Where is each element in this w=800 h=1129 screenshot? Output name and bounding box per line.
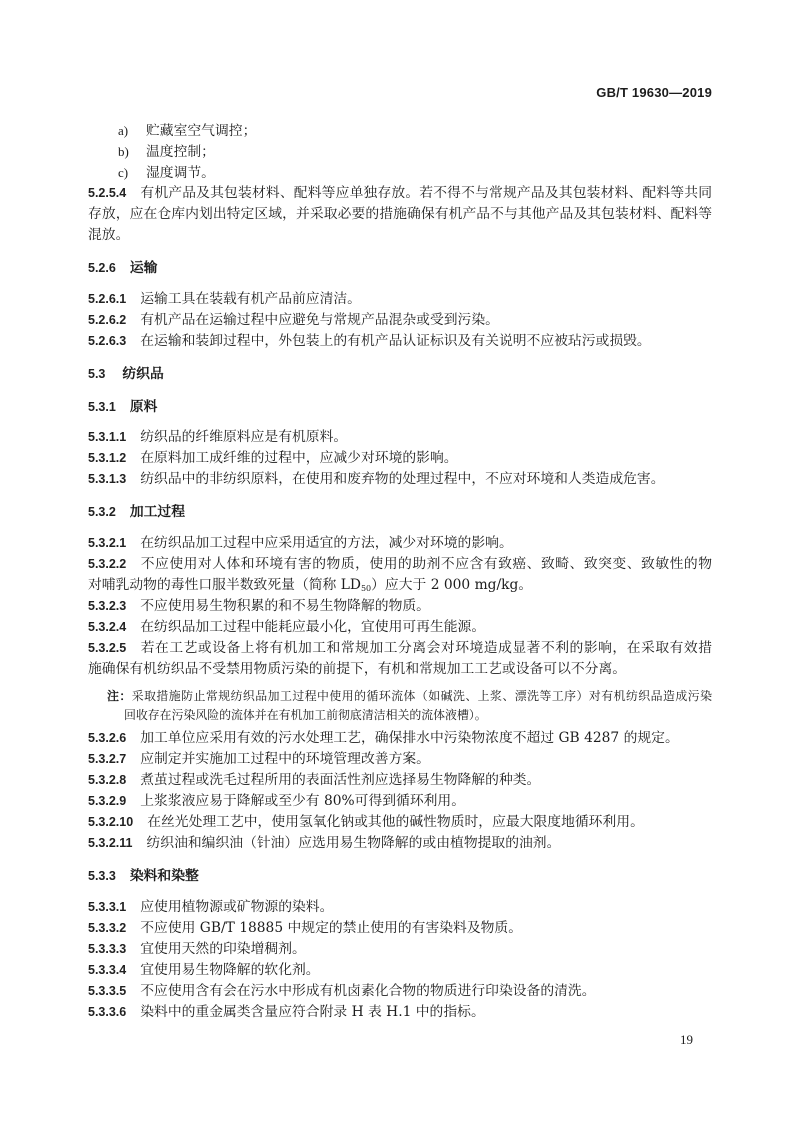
heading-5-3 bbox=[88, 364, 712, 385]
clause-5-2-6-3 bbox=[88, 331, 712, 352]
clause-5-3-2-5-line-2: 施确保有机纺织品不受禁用物质污染的前提下，有机和常规加工工艺或设备可以不分离。 bbox=[88, 661, 627, 677]
clause-number: 5.3.2.10 bbox=[88, 815, 134, 829]
ld-subscript: 50 bbox=[360, 584, 372, 593]
clause-number: 5.3.2.11 bbox=[88, 836, 133, 850]
clause-text: ）应大于 2 000 mg/kg。 bbox=[371, 577, 533, 593]
clause-text: 应使用植物源或矿物源的染料。 bbox=[140, 899, 334, 915]
clause-number: 5.3.2.8 bbox=[88, 773, 127, 787]
clause-number: 5.3.2.2 bbox=[88, 557, 127, 571]
clause-text: 在纺织品加工过程中能耗应最小化，宜使用可再生能源。 bbox=[140, 619, 486, 635]
clause-5-3-2-4 bbox=[88, 617, 712, 638]
clause-number: 5.3.3.3 bbox=[88, 942, 127, 956]
clause-text: 不应使用 GB/T 18885 中规定的禁止使用的有害染料及物质。 bbox=[140, 920, 523, 936]
clause-5-3-2-9 bbox=[88, 791, 712, 812]
clause-5-2-5-4-line-2: 存放，应在仓库内划出特定区域，并采取必要的措施确保有机产品不与其他产品及其包装材料、配料等 bbox=[88, 206, 712, 222]
clause-5-2-5-4-line-1 bbox=[88, 183, 712, 204]
clause-number: 5.3.3.2 bbox=[88, 921, 127, 935]
clause-5-3-1-1 bbox=[88, 427, 712, 448]
clause-text: 对哺乳动物的毒性口服半数致死量（简称 LD bbox=[88, 577, 361, 593]
list-item-text: 贮藏室空气调控； bbox=[146, 123, 257, 139]
clause-text: 宜使用天然的印染增稠剂。 bbox=[140, 941, 306, 957]
clause-number: 5.3.3.1 bbox=[88, 900, 127, 914]
heading-title: 运输 bbox=[129, 260, 158, 276]
heading-title: 原料 bbox=[129, 399, 158, 415]
clause-5-3-2-8 bbox=[88, 770, 712, 791]
list-item-text: 温度控制； bbox=[146, 144, 215, 160]
clause-text: 运输工具在装载有机产品前应清洁。 bbox=[140, 291, 361, 307]
heading-title: 纺织品 bbox=[122, 366, 164, 382]
clause-5-2-5-4-line-3: 混放。 bbox=[88, 227, 130, 243]
clause-5-3-3-6 bbox=[88, 1002, 712, 1023]
clause-5-2-6-2 bbox=[88, 310, 712, 331]
clause-5-3-2-5-line-1 bbox=[88, 638, 712, 659]
list-marker: b) bbox=[118, 144, 129, 159]
clause-text: 在运输和装卸过程中，外包装上的有机产品认证标识及有关说明不应被玷污或损毁。 bbox=[140, 333, 651, 349]
clause-5-3-2-6 bbox=[88, 728, 712, 749]
clause-text: 染料中的重金属类含量应符合附录 H 表 H.1 中的指标。 bbox=[140, 1004, 485, 1020]
clause-number: 5.3.2.7 bbox=[88, 752, 127, 766]
heading-number: 5.3.1 bbox=[88, 400, 116, 414]
heading-title: 加工过程 bbox=[129, 504, 185, 520]
clause-text: 纺织品中的非纺织原料，在使用和废弃物的处理过程中，不应对环境和人类造成危害。 bbox=[140, 471, 665, 487]
clause-number: 5.2.5.4 bbox=[88, 186, 127, 200]
clause-number: 5.3.3.5 bbox=[88, 984, 127, 998]
clause-number: 5.3.2.1 bbox=[88, 536, 127, 550]
heading-number: 5.3 bbox=[88, 367, 106, 381]
heading-title: 染料和染整 bbox=[129, 868, 199, 884]
clause-number: 5.3.1.3 bbox=[88, 472, 127, 486]
clause-5-3-2-10 bbox=[88, 812, 712, 833]
clause-number: 5.2.6.1 bbox=[88, 292, 127, 306]
list-item-c bbox=[88, 162, 712, 183]
clause-5-3-3-5 bbox=[88, 981, 712, 1002]
clause-text: 纺织油和编织油（针油）应选用易生物降解的或由植物提取的油剂。 bbox=[146, 835, 561, 851]
clause-text: 在纺织品加工过程中应采用适宜的方法，减少对环境的影响。 bbox=[140, 535, 513, 551]
clause-text: 在原料加工成纤维的过程中，应减少对环境的影响。 bbox=[140, 450, 458, 466]
clause-text: 煮茧过程或洗毛过程所用的表面活性剂应选择易生物降解的种类。 bbox=[140, 772, 541, 788]
clause-number: 5.3.2.6 bbox=[88, 731, 127, 745]
clause-number: 5.3.2.4 bbox=[88, 620, 127, 634]
note-label: 注： bbox=[107, 689, 132, 703]
heading-5-3-1 bbox=[88, 397, 712, 418]
clause-number: 5.2.6.2 bbox=[88, 313, 127, 327]
clause-5-3-3-2 bbox=[88, 918, 712, 939]
note-line-2: 回收存在污染风险的流体并在有机加工前彻底清洁相关的流体液槽）。 bbox=[124, 708, 487, 722]
clause-text: 有机产品及其包装材料、配料等应单独存放。若不得不与常规产品及其包装材料、配料等共同 bbox=[140, 185, 712, 201]
clause-5-3-2-7 bbox=[88, 749, 712, 770]
standard-code-header: GB/T 19630—2019 bbox=[596, 85, 712, 100]
clause-number: 5.3.2.9 bbox=[88, 794, 127, 808]
heading-5-2-6 bbox=[88, 258, 712, 279]
note-text: 采取措施防止常规纺织品加工过程中使用的循环流体（如碱洗、上浆、漂洗等工序）对有机纺织品造成污染 bbox=[131, 689, 712, 703]
clause-number: 5.3.1.1 bbox=[88, 430, 127, 444]
clause-5-3-3-4 bbox=[88, 960, 712, 981]
clause-text: 不应使用易生物积累的和不易生物降解的物质。 bbox=[140, 598, 430, 614]
note-line-1 bbox=[107, 687, 712, 706]
clause-text: 若在工艺或设备上将有机加工和常规加工分离会对环境造成显著不利的影响，在采取有效措 bbox=[140, 640, 712, 656]
clause-5-3-2-3 bbox=[88, 596, 712, 617]
clause-number: 5.3.3.6 bbox=[88, 1005, 127, 1019]
heading-number: 5.3.3 bbox=[88, 869, 116, 883]
list-item-a bbox=[88, 120, 712, 141]
clause-number: 5.2.6.3 bbox=[88, 334, 127, 348]
clause-5-3-2-2-line-1 bbox=[88, 554, 712, 575]
clause-number: 5.3.1.2 bbox=[88, 451, 127, 465]
heading-number: 5.3.2 bbox=[88, 505, 116, 519]
clause-5-3-1-2 bbox=[88, 448, 712, 469]
heading-number: 5.2.6 bbox=[88, 261, 116, 275]
list-item-text: 湿度调节。 bbox=[146, 165, 215, 181]
clause-5-3-2-11 bbox=[88, 833, 712, 854]
heading-5-3-3 bbox=[88, 866, 712, 887]
clause-text: 加工单位应采用有效的污水处理工艺，确保排水中污染物浓度不超过 GB 4287 的规定。 bbox=[140, 730, 679, 746]
clause-text: 有机产品在运输过程中应避免与常规产品混杂或受到污染。 bbox=[140, 312, 499, 328]
clause-5-3-2-1 bbox=[88, 533, 712, 554]
clause-5-3-3-1 bbox=[88, 897, 712, 918]
clause-number: 5.3.2.3 bbox=[88, 599, 127, 613]
clause-5-3-2-2-line-2 bbox=[88, 575, 712, 596]
heading-5-3-2 bbox=[88, 502, 712, 523]
list-marker: a) bbox=[118, 123, 129, 138]
document-body bbox=[88, 120, 712, 1023]
clause-5-2-6-1 bbox=[88, 289, 712, 310]
clause-text: 不应使用含有会在污水中形成有机卤素化合物的物质进行印染设备的清洗。 bbox=[140, 983, 596, 999]
clause-text: 纺织品的纤维原料应是有机原料。 bbox=[140, 429, 348, 445]
clause-text: 应制定并实施加工过程中的环境管理改善方案。 bbox=[140, 751, 430, 767]
list-item-b bbox=[88, 141, 712, 162]
list-marker: c) bbox=[118, 165, 129, 180]
clause-5-3-3-3 bbox=[88, 939, 712, 960]
page-number: 19 bbox=[680, 1032, 693, 1047]
clause-number: 5.3.2.5 bbox=[88, 641, 127, 655]
clause-text: 不应使用对人体和环境有害的物质，使用的助剂不应含有致癌、致畸、致突变、致敏性的物 bbox=[140, 556, 712, 572]
clause-text: 在丝光处理工艺中，使用氢氧化钠或其他的碱性物质时，应最大限度地循环利用。 bbox=[147, 814, 644, 830]
clause-number: 5.3.3.4 bbox=[88, 963, 127, 977]
clause-text: 宜使用易生物降解的软化剂。 bbox=[140, 962, 320, 978]
clause-text: 上浆浆液应易于降解或至少有 80%可得到循环利用。 bbox=[140, 793, 466, 809]
clause-5-3-1-3 bbox=[88, 469, 712, 490]
